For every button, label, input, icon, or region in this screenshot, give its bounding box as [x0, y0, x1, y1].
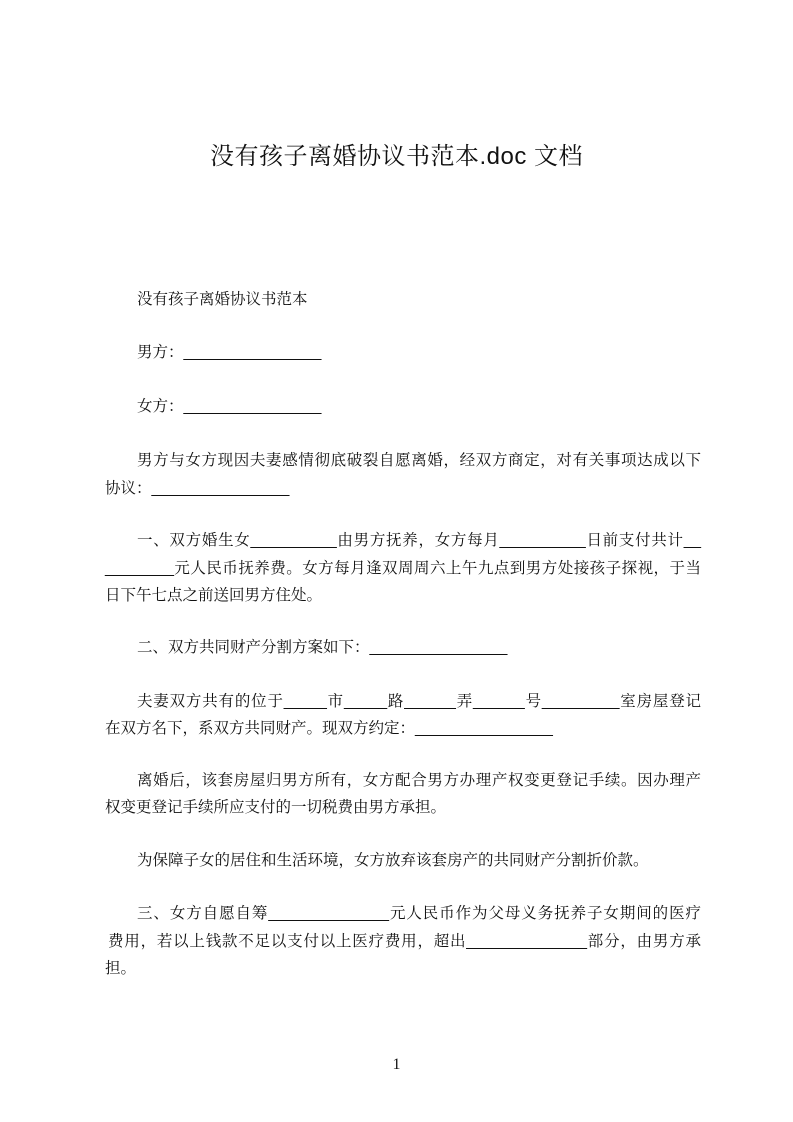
paragraph-line: 男方：________________ — [137, 344, 322, 361]
document-title: 没有孩子离婚协议书范本.doc 文档 — [209, 143, 584, 170]
paragraph-line: 二、双方共同财产分割方案如下：________________ — [137, 639, 508, 656]
paragraph-line: 一、双方婚生女__________由男方抚养，女方每月__________日前支付共计__ — [137, 532, 701, 549]
paragraph-line: 女方：________________ — [137, 398, 322, 415]
paragraph-line: 协议：________________ — [105, 480, 290, 497]
paragraph-line: 夫妻双方共有的位于_____市_____路______弄______号_________室房屋登记 — [137, 693, 701, 710]
paragraph-line: ________元人民币抚养费。女方每月逢双周周六上午九点到男方处接孩子探视，于当 — [105, 560, 701, 577]
paragraph-line: 日下午七点之前送回男方住处。 — [105, 587, 323, 604]
paragraph-line: 离婚后，该套房屋归男方所有，女方配合男方办理产权变更登记手续。因办理产 — [137, 772, 701, 789]
paragraph-line: 担。 — [105, 960, 137, 977]
paragraph-line: 没有孩子离婚协议书范本 — [137, 291, 308, 308]
paragraph-line: 为保障子女的居住和生活环境，女方放弃该套房产的共同财产分割折价款。 — [137, 852, 649, 869]
paragraph-line: 在双方名下，系双方共同财产。现双方约定：________________ — [105, 720, 553, 737]
paragraph-line: 男方与女方现因夫妻感情彻底破裂自愿离婚，经双方商定，对有关事项达成以下 — [137, 452, 701, 469]
paragraph-line: 权变更登记手续所应支付的一切税费由男方承担。 — [105, 799, 447, 816]
paragraph-line: 费用，若以上钱款不足以支付以上医疗费用，超出______________部分，由男方承 — [108, 933, 701, 950]
page-number: 1 — [392, 1056, 401, 1073]
paragraph-line: 三、女方自愿自筹______________元人民币作为父母义务抚养子女期间的医疗 — [137, 905, 701, 922]
